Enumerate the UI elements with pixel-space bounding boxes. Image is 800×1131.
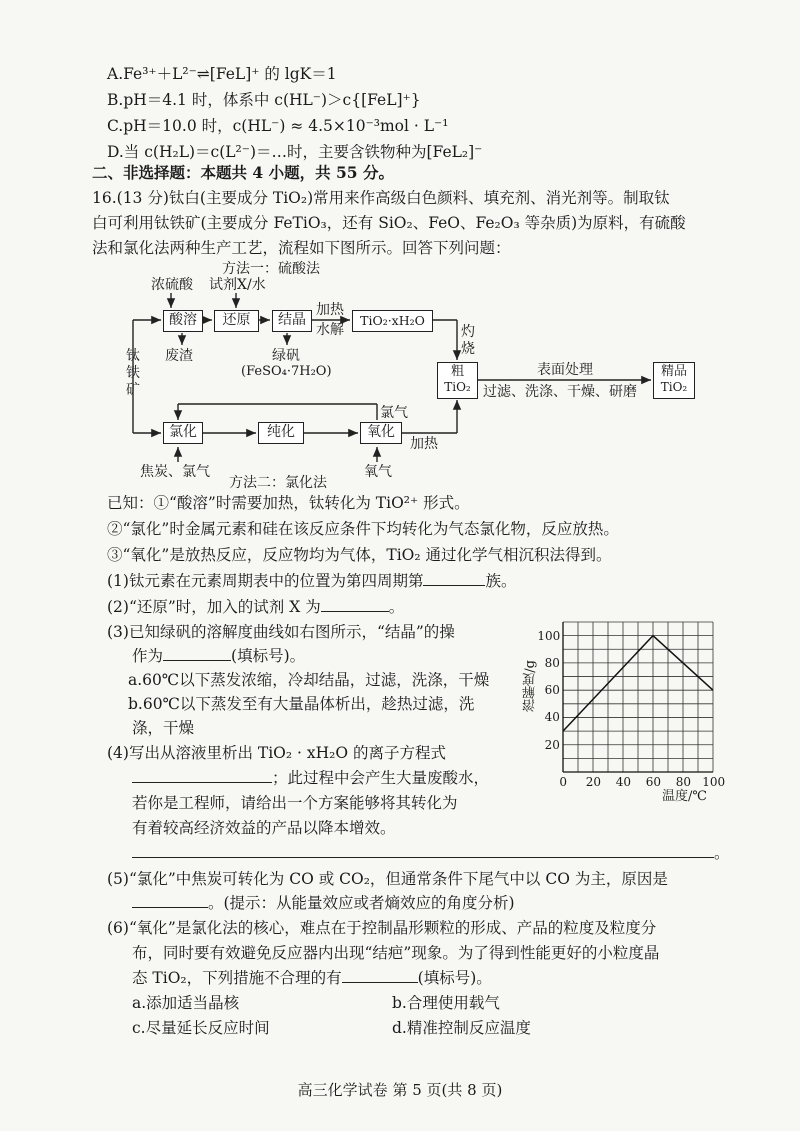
box-fine-label-2: TiO₂ [660,380,688,394]
chart-y-tick-label: 40 [544,710,560,725]
section-heading: 二、非选择题：本题共 4 小题，共 55 分。 [92,163,394,182]
green-vitriol-formula: (FeSO₄·7H₂O) [241,364,332,379]
known-2: ②“氯化”时金属元素和硅在该反应条件下均转化为气态氯化物，反应放热。 [107,520,619,538]
chart-x-tick-label: 60 [645,775,662,789]
conc-acid-label: 浓硫酸 [151,277,193,293]
q1-text: (1)钛元素在元素周期表中的位置为第四周期第 [107,572,424,590]
box-acid-dissolve: 酸溶 [163,310,203,332]
q6-option-c: c.尽量延长反应时间 [132,1019,270,1037]
chart-x-tick-label: 80 [675,775,692,789]
q6-line-3 [132,968,492,988]
q4-line-1: (4)写出从溶液里析出 TiO₂ · xH₂O 的离子方程式 [107,744,446,762]
q3-option-b-2: 涤，干燥 [132,719,195,737]
q4-line-4: 有着较高经济效益的产品以降本增效。 [132,819,396,837]
known-1: 已知：①“酸溶”时需要加热，钛转化为 TiO²⁺ 形式。 [107,494,470,512]
q16-intro-1: 16.(13 分)钛白(主要成分 TiO₂)常用来作高级白色颜料、填充剂、消光剂等。制取钛 [92,189,670,207]
coke-chlorine-label: 焦炭、氯气 [140,464,210,480]
q3-line-1: (3)已知绿矾的溶解度曲线如右图所示，“结晶”的操 [107,623,455,641]
q5-text: 。(提示：从能量效应或者熵效应的角度分析) [208,894,515,912]
ore-label-2: 铁 [126,365,140,381]
box-oxidize: 氧化 [360,422,402,444]
calcine-label-1: 灼 [461,324,475,340]
surface-treatment-label: 表面处理 [537,362,593,378]
q6-text: 态 TiO₂，下列措施不合理的有 [132,969,342,987]
box-fine-label-1: 精品 [660,364,687,379]
post-steps-label: 过滤、洗涤、干燥、研磨 [483,384,637,400]
box-chlorinate: 氯化 [163,422,203,444]
q3-option-a: a.60℃以下蒸发浓缩，冷却结晶，过滤，洗涤，干燥 [128,671,490,689]
oxygen-label: 氧气 [364,464,392,480]
box-crude-label-2: TiO₂ [444,380,471,394]
method2-title: 方法二：氯化法 [229,475,327,491]
ore-label-3: 矿 [126,382,140,398]
chart-x-tick-label: 100 [702,775,726,789]
chart-x-tick-label: 40 [615,775,632,789]
chart-y-tick-label: 60 [544,683,560,698]
option-b: B.pH＝4.1 时，体系中 c(HL⁻)＞c{[FeL]⁺} [107,91,421,109]
waste-residue-label: 废渣 [165,348,193,364]
q16-intro-2: 白可利用钛铁矿(主要成分 FeTiO₃，还有 SiO₂、FeO、Fe₂O₃ 等杂质)为原料，有硫酸 [92,214,686,232]
box-crystallize: 结晶 [272,310,312,332]
heat-label-2: 加热 [410,436,438,452]
chart-xlabel: 温度/℃ [662,789,707,804]
chart-y-tick-label: 100 [537,628,561,643]
chart-ylabel: 溶解度/g [523,660,538,712]
box-purify: 纯化 [258,422,304,444]
chart-y-tick-label: 80 [544,655,560,670]
q6-line-1: (6)“氧化”是氯化法的核心，难点在于控制晶形颗粒的形成、产品的粒度及粒度分 [107,919,657,937]
known-3: ③“氧化”是放热反应，反应物均为气体，TiO₂ 通过化学气相沉积法得到。 [107,546,612,564]
chart-x-tick-label: 0 [559,775,568,789]
reagent-x-label: 试剂X/水 [209,277,266,293]
heat-label: 加热 [316,302,344,318]
hydrolysis-label: 水解 [316,322,344,338]
chart-y-tick-label: 20 [544,737,560,752]
q6-line-2: 布，同时要有效避免反应器内出现“结疤”现象。为了得到性能更好的小粒度晶 [132,944,660,962]
q5-line-2 [132,893,515,913]
calcine-label-2: 烧 [461,341,475,357]
q2-text: (2)“还原”时，加入的试剂 X 为 [107,598,321,616]
q6-answer-blank[interactable] [342,968,418,983]
option-c: C.pH＝10.0 时，c(HL⁻) ≈ 4.5×10⁻³mol · L⁻¹ [107,117,449,135]
chlorine-recycle-label: 氯气 [380,405,408,421]
q3-text: 作为 [132,647,164,665]
q3-suffix: (填标号)。 [231,647,306,665]
q1-suffix: 族。 [485,572,517,590]
option-d: D.当 c(H₂L)＝c(L²⁻)＝…时，主要含铁物种为[FeL₂]⁻ [107,143,483,161]
q6-option-a: a.添加适当晶核 [132,994,240,1012]
q6-suffix: (填标号)。 [417,969,492,987]
q6-option-b: b.合理使用载气 [392,994,500,1012]
q4-line-3: 若你是工程师，请给出一个方案能够将其转化为 [132,794,458,812]
q4-end: 。 [714,844,730,862]
box-hydrate: TiO₂·xH₂O [352,310,433,332]
q5-answer-blank[interactable] [132,893,208,908]
q2-suffix: 。 [388,598,405,616]
option-a: A.Fe³⁺＋L²⁻⇌[FeL]⁺ 的 lgK＝1 [107,65,337,83]
box-reduce: 还原 [214,310,259,332]
q5-line-1: (5)“氯化”中焦炭可转化为 CO 或 CO₂，但通常条件下尾气中以 CO 为主，原因是 [107,870,668,888]
q4-text: ；此过程中会产生大量废酸水， [272,769,490,787]
q3-option-b-1: b.60℃以下蒸发至有大量晶体析出，趁热过滤，洗 [128,695,475,713]
q16-intro-3: 法和氯化法两种生产工艺，流程如下图所示。回答下列问题： [92,239,511,257]
chart-x-tick-label: 20 [585,775,602,789]
method1-title: 方法一：硫酸法 [222,261,320,277]
ore-label-1: 钛 [126,348,140,364]
green-vitriol-label: 绿矾 [272,348,300,364]
box-crude-label-1: 粗 [450,364,464,379]
q6-option-d: d.精准控制反应温度 [392,1019,531,1037]
page-footer: 高三化学试卷 第 5 页(共 8 页) [297,1081,503,1099]
